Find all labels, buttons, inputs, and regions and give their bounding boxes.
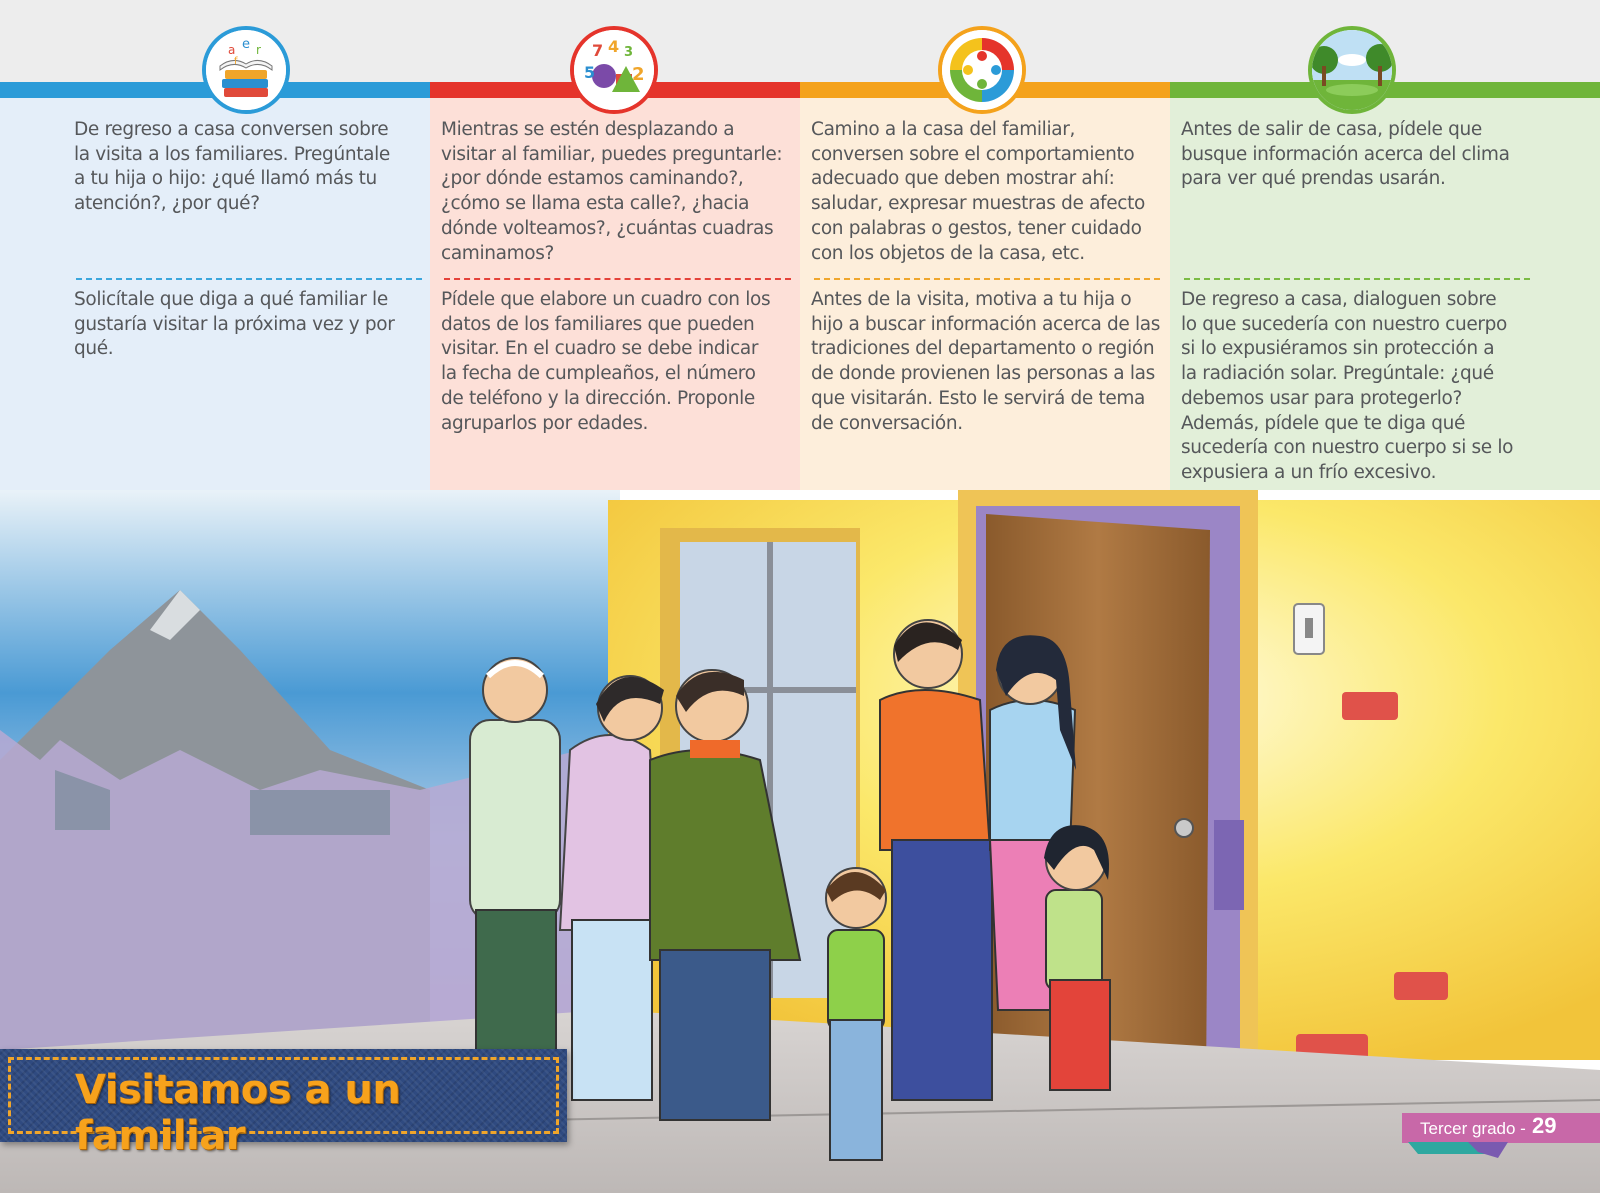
title-banner — [0, 1049, 567, 1159]
svg-text:f: f — [234, 56, 238, 67]
svg-text:7: 7 — [592, 41, 604, 60]
svg-text:3: 3 — [624, 45, 634, 60]
people-circle-icon — [938, 26, 1026, 114]
column-ciencia-ambiente — [1170, 98, 1600, 490]
column-top-text: De regreso a casa conversen sobre la visita a los familiares. Pregúntale a tu hija o hijo: ¿qué llamó más tu atención?, ¿por qué? — [74, 119, 390, 215]
page-footer-tab — [1402, 1113, 1600, 1143]
column-matematica — [430, 98, 800, 490]
svg-text:r: r — [256, 43, 261, 57]
column-bottom-text: Antes de la visita, motiva a tu hija o hijo a buscar información acerca de las tradiciones del departamento o región de donde provienen las personas a las que visitarán. Esto le servirá de tema de conversación. — [811, 289, 1161, 434]
column-personal-social — [800, 98, 1170, 490]
numbers-shapes-icon — [570, 26, 658, 114]
dashed-divider — [1184, 278, 1530, 280]
dashed-divider — [76, 278, 422, 280]
page-title: Visitamos a un familiar — [75, 1067, 401, 1159]
svg-text:e: e — [242, 37, 250, 52]
column-comunicacion — [0, 98, 430, 490]
column-top-text: Camino a la casa del familiar, conversen sobre el comportamiento adecuado que deben mostrar ahí: saludar, expresar muestras de afecto con palabras o gestos, tener cuidado con los objetos de la casa, etc. — [811, 119, 1145, 264]
column-bottom-text: Solicítale que diga a qué familiar le gustaría visitar la próxima vez y por qué. — [74, 289, 395, 360]
column-bottom-text: De regreso a casa, dialoguen sobre lo que sucedería con nuestro cuerpo si lo expusiéramos sin protección a la radiación solar. Pregúntale: ¿qué debemos usar para protegerlo? Además, pídele que te diga qué sucedería con nuestro cuerpo si se lo expusiera a un frío excesivo. — [1181, 289, 1514, 483]
svg-text:a: a — [228, 43, 236, 57]
svg-text:5: 5 — [584, 63, 596, 82]
grade-label: Tercer grado - — [1420, 1119, 1526, 1138]
dashed-divider — [814, 278, 1160, 280]
page-number: 29 — [1532, 1113, 1557, 1138]
column-top-text: Mientras se estén desplazando a visitar al familiar, puedes preguntarle: ¿por dónde estamos caminando?, ¿cómo se llama esta calle?, ¿hacia dónde volteamos?, ¿cuántas cuadras caminamos? — [441, 119, 783, 264]
footer-ribbon-decoration — [1408, 1142, 1508, 1162]
activity-columns — [0, 98, 1600, 490]
svg-text:2: 2 — [632, 64, 645, 85]
figure-grandfather — [470, 658, 560, 1090]
dashed-divider — [444, 278, 791, 280]
column-bottom-text: Pídele que elabore un cuadro con los datos de los familiares que pueden visitar. En el cuadro se debe indicar la fecha de cumpleaños, el número de teléfono y la dirección. Proponle agruparlos por edades. — [441, 289, 771, 434]
figure-boy — [826, 868, 886, 1160]
figure-girl — [1044, 825, 1110, 1090]
column-top-text: Antes de salir de casa, pídele que busque información acerca del clima para ver qué prendas usarán. — [1181, 119, 1510, 190]
svg-text:4: 4 — [608, 37, 620, 56]
nature-landscape-icon — [1308, 26, 1396, 114]
alphabet-books-icon — [202, 26, 290, 114]
